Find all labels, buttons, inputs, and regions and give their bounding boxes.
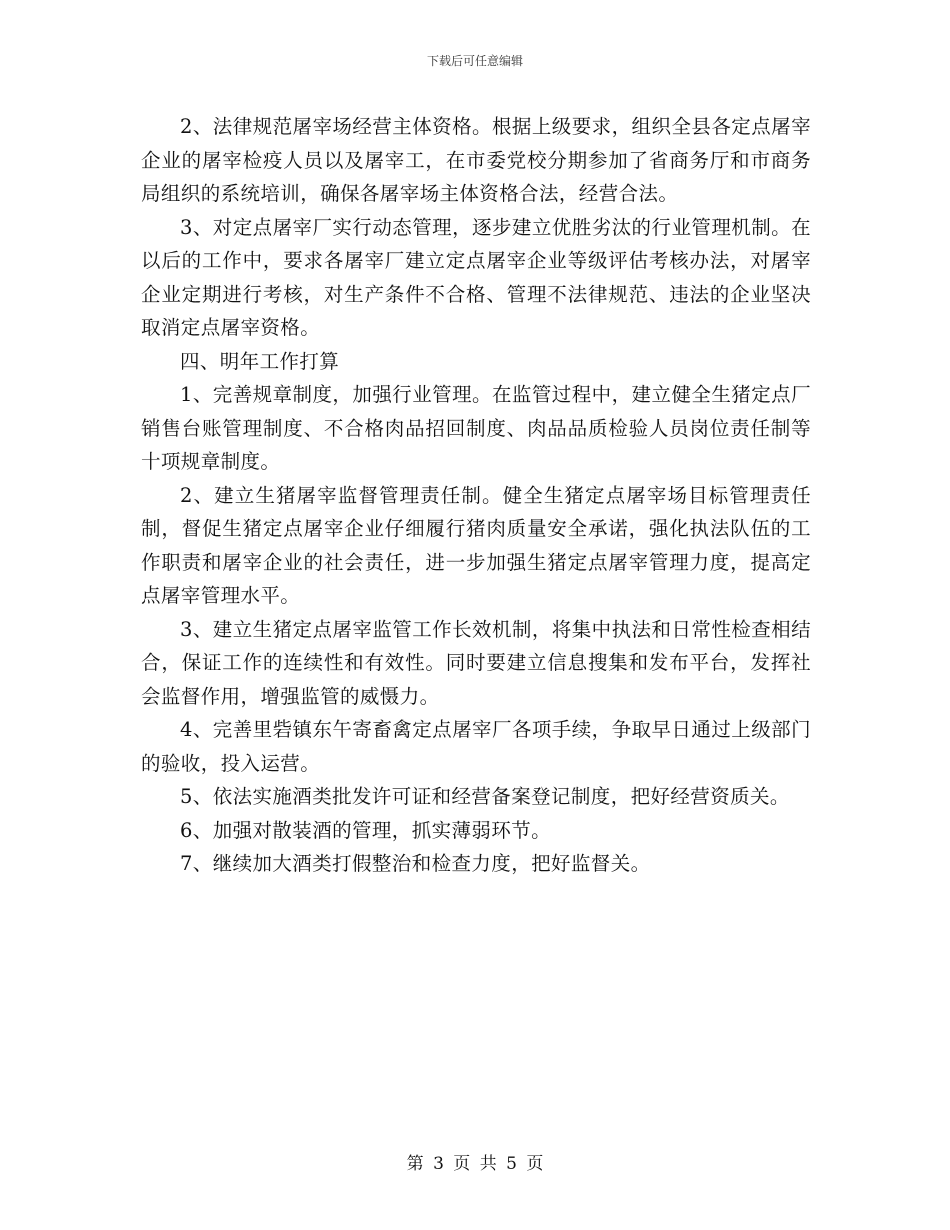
paragraph-plan-item-4: 4、完善里砦镇东午寄畜禽定点屠宰厂各项手续，争取早日通过上级部门的验收，投入运营。 (141, 718, 811, 775)
paragraph-plan-item-3: 3、建立生猪定点屠宰监管工作长效机制，将集中执法和日常性检查相结合，保证工作的连续性和有效性。同时要建立信息搜集和发布平台，发挥社会监督作用，增强监管的威慑力。 (141, 617, 811, 708)
document-body (141, 110, 811, 881)
paragraph-plan-item-6: 6、加强对散装酒的管理，抓实薄弱环节。 (180, 818, 552, 842)
paragraph-plan-item-5: 5、依法实施酒类批发许可证和经营备案登记制度，把好经营资质关。 (180, 785, 790, 808)
section-heading-next-year-plan: 四、明年工作打算 (180, 349, 340, 373)
paragraph-dynamic-management: 3、对定点屠宰厂实行动态管理，逐步建立优胜劣汰的行业管理机制。在以后的工作中，要求各屠宰厂建立定点屠宰企业等级评估考核办法，对屠宰企业定期进行考核，对生产条件不合格、管理不法律规范、违法的企业坚决取消定点屠宰资格。 (141, 215, 811, 339)
paragraph-plan-item-7: 7、继续加大酒类打假整治和检查力度，把好监督关。 (180, 852, 651, 875)
page-header: 下载后可任意编辑 (426, 54, 523, 68)
paragraph-plan-item-2: 2、建立生猪屠宰监督管理责任制。健全生猪定点屠宰场目标管理责任制，督促生猪定点屠宰企业仔细履行猪肉质量安全承诺，强化执法队伍的工作职责和屠宰企业的社会责任，进一步加强生猪定点屠宰管理力度，提高定点屠宰管理水平。 (141, 483, 811, 607)
page-number-footer: 第 3 页 共 5 页 (406, 1154, 544, 1174)
paragraph-plan-item-1: 1、完善规章制度，加强行业管理。在监管过程中，建立健全生猪定点厂销售台账管理制度、不合格肉品招回制度、肉品品质检验人员岗位责任制等十项规章制度。 (141, 383, 811, 473)
paragraph-legal-qualification: 2、法律规范屠宰场经营主体资格。根据上级要求，组织全县各定点屠宰企业的屠宰检疫人员以及屠宰工，在市委党校分期参加了省商务厅和市商务局组织的系统培训，确保各屠宰场主体资格合法，经营合法。 (141, 115, 811, 205)
